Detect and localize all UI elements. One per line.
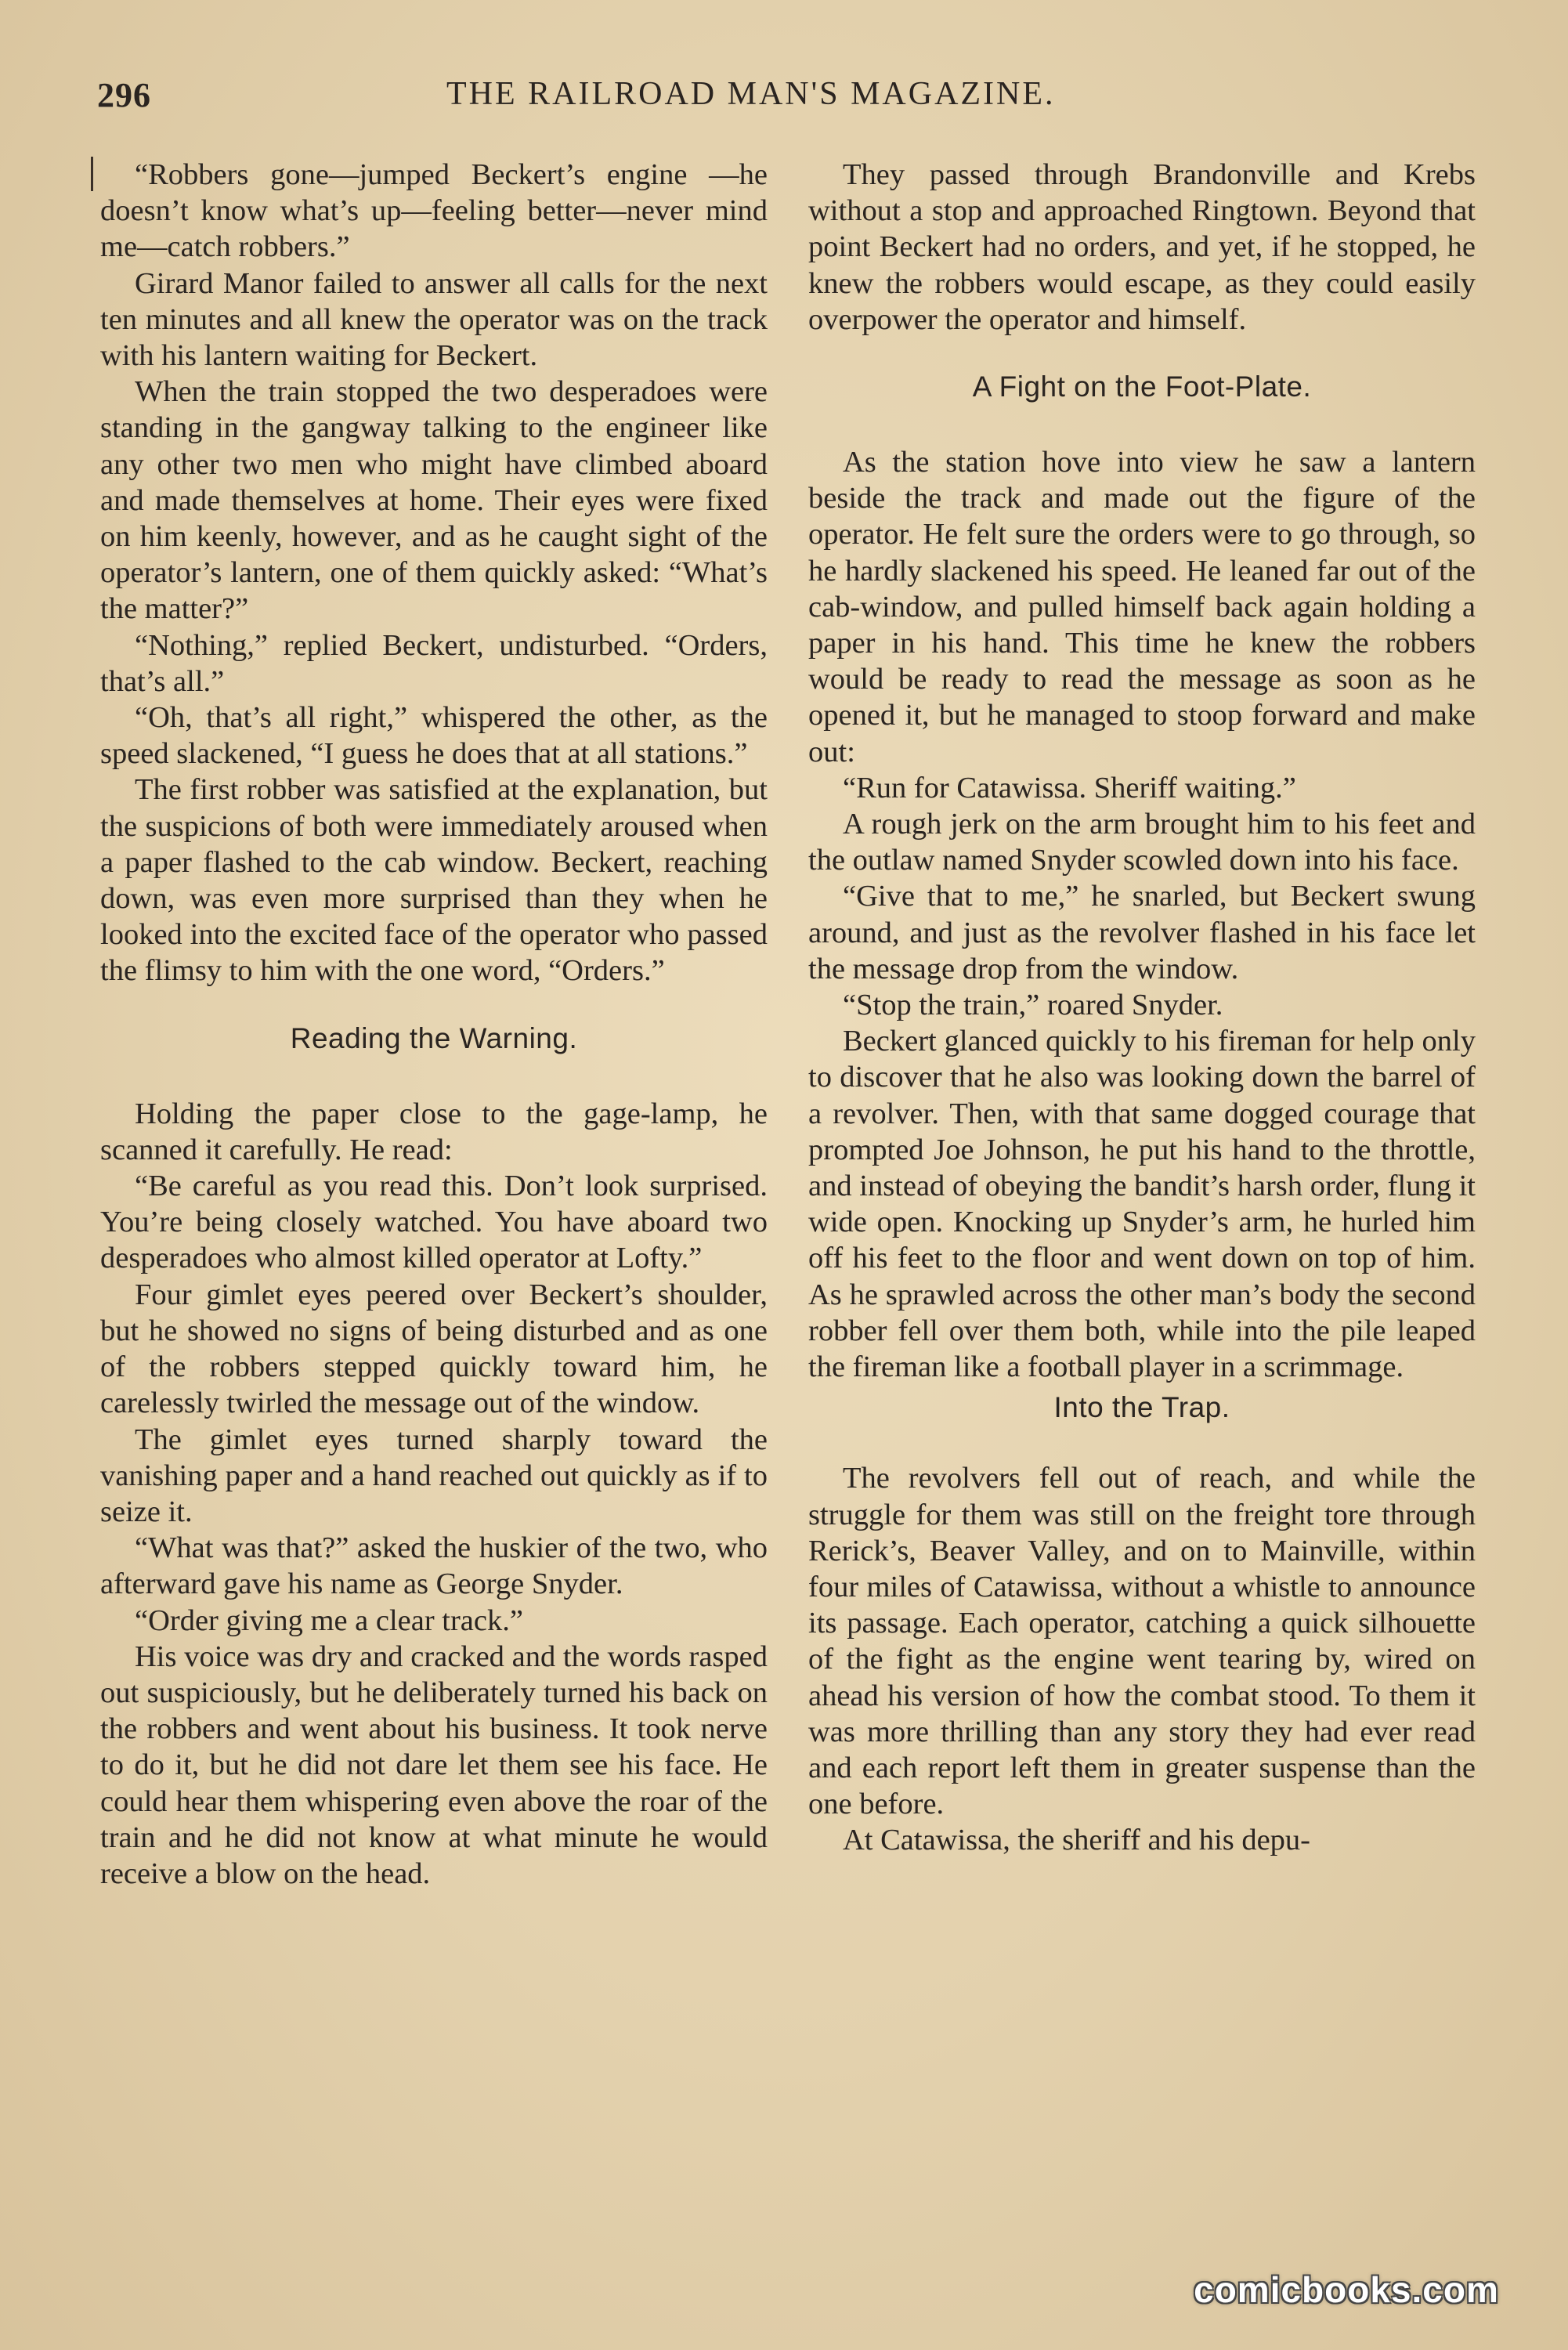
paragraph: “What was that?” asked the huskier of the two, who afterward gave his name as George Snyder. bbox=[100, 1531, 768, 1601]
paragraph: “Oh, that’s all right,” whispered the other, as the speed slackened, “I guess he does that at all stations.” bbox=[100, 701, 768, 771]
page-header bbox=[97, 75, 1483, 122]
paragraph: Four gimlet eyes peered over Beckert’s shoulder, but he showed no signs of being disturbed and as one of the robbers stepped quickly toward him, he carelessly twirled the message out of the window. bbox=[100, 1278, 768, 1420]
paragraph: “Robbers gone—jumped Beckert’s engine —he doesn’t know what’s up—feeling better—never mind me—catch robbers.” bbox=[100, 158, 768, 264]
paragraph: “Nothing,” replied Beckert, undisturbed. “Orders, that’s all.” bbox=[100, 628, 768, 698]
paragraph: Girard Manor failed to answer all calls for the next ten minutes and all knew the operator was on the track with his lantern waiting for Beckert. bbox=[100, 266, 768, 373]
running-title: THE RAILROAD MAN'S MAGAZINE. bbox=[446, 76, 1056, 112]
paragraph: At Catawissa, the sheriff and his depu- bbox=[843, 1824, 1310, 1857]
left-column bbox=[100, 157, 768, 1892]
watermark: comicbooks.com bbox=[1194, 2269, 1499, 2310]
paragraph: The revolvers fell out of reach, and while the struggle for them was still on the freight tore through Rerick’s, Beaver Valley, and on to Mainville, within four miles of Catawissa, without a whistle to announce its passage. Each operator, catching a quick silhouette of the fight as the engine went tearing by, wired on ahead his version of how the combat stood. To them it was more thrilling than any story they had ever read and each report left them in greater suspense than the one before. bbox=[808, 1462, 1476, 1821]
paragraph: “Order giving me a clear track.” bbox=[135, 1603, 523, 1637]
right-column bbox=[808, 157, 1476, 1859]
section-heading: A Fight on the Foot-Plate. bbox=[972, 371, 1312, 403]
section-heading: Reading the Warning. bbox=[290, 1021, 578, 1054]
paragraph: The first robber was satisfied at the explanation, but the suspicions of both were immediately aroused when a paper flashed to the cab window. Beckert, reaching down, was even more surprised than they when he looked into the excited face of the operator who passed the flimsy to him with the one word, “Orders.” bbox=[100, 773, 768, 988]
section-heading: Into the Trap. bbox=[1053, 1391, 1230, 1424]
paragraph: They passed through Brandonville and Krebs without a stop and approached Ringtown. Beyond that point Beckert had no orders, and yet, if he stopped, he knew the robbers would escape, as they could easily overpower the operator and himself. bbox=[808, 158, 1476, 336]
paragraph: “Stop the train,” roared Snyder. bbox=[843, 989, 1223, 1022]
paragraph: A rough jerk on the arm brought him to his feet and the outlaw named Snyder scowled down into his face. bbox=[808, 808, 1476, 877]
page-number: 296 bbox=[97, 76, 151, 114]
paragraph: The gimlet eyes turned sharply toward the vanishing paper and a hand reached out quickly as if to seize it. bbox=[100, 1423, 768, 1528]
paragraph: “Give that to me,” he snarled, but Beckert swung around, and just as the revolver flashed in his face let the message drop from the window. bbox=[808, 880, 1476, 985]
paragraph: His voice was dry and cracked and the words rasped out suspiciously, but he deliberately turned his back on the robbers and went about his business. It took nerve to do it, but he did not dare let them see his face. He could hear them whispering even above the roar of the train and he did not know at what minute he would receive a blow on the head. bbox=[100, 1640, 768, 1890]
paragraph: Holding the paper close to the gage-lamp, he scanned it carefully. He read: bbox=[100, 1097, 768, 1166]
paragraph: When the train stopped the two desperadoes were standing in the gangway talking to the engineer like any other two men who might have climbed aboard and made themselves at home. Their eyes were fixed on him keenly, however, and as he caught sight of the operator’s lantern, one of them quickly asked: “What’s the matter?” bbox=[100, 375, 768, 626]
paragraph: Beckert glanced quickly to his fireman for help only to discover that he also was looking down the barrel of a revolver. Then, with that same dogged courage that prompted Joe Johnson, he put his hand to the throttle, and instead of obeying the bandit’s harsh order, flung it wide open. Knocking up Snyder’s arm, he hurled him off his feet to the floor and went down on top of him. As he sprawled across the other man’s body the second robber fell over them both, while into the pile leaped the fireman like a football player in a scrimmage. bbox=[808, 1025, 1476, 1384]
margin-mark bbox=[91, 157, 93, 191]
paragraph: “Be careful as you read this. Don’t look surprised. You’re being closely watched. You have aboard two desperadoes who almost killed operator at Lofty.” bbox=[100, 1170, 768, 1275]
paragraph: As the station hove into view he saw a lantern beside the track and made out the figure of the operator. He felt sure the orders were to go through, so he hardly slackened his speed. He leaned far out of the cab-window, and pulled himself back again holding a paper in his hand. This time he knew the robbers would be ready to read the message as soon as he opened it, but he managed to stoop forward and make out: bbox=[808, 446, 1476, 768]
paragraph: “Run for Catawissa. Sheriff waiting.” bbox=[843, 771, 1296, 804]
